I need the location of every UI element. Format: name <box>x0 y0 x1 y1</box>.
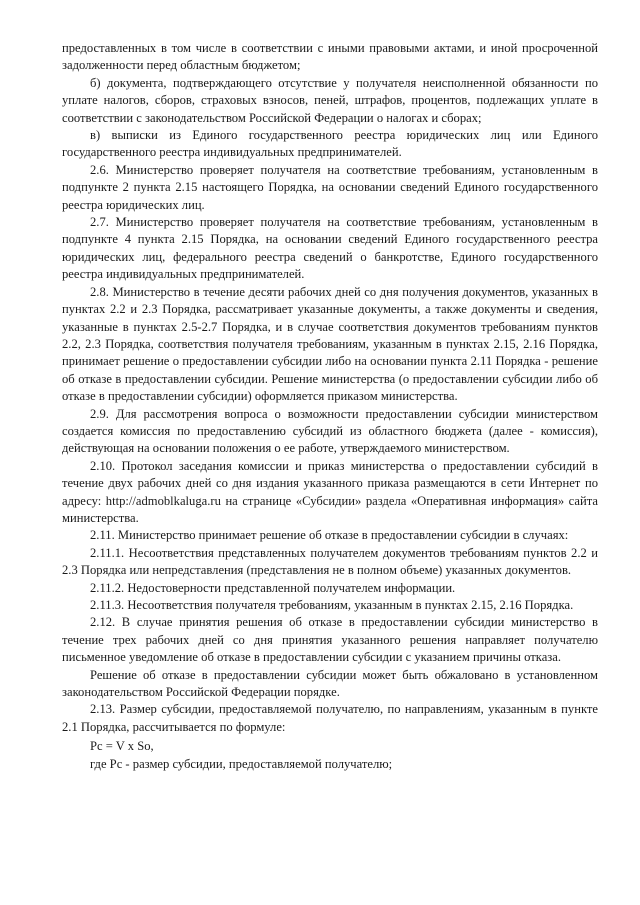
paragraph-item-v: в) выписки из Единого государственного реестра юридических лиц или Единого государственного реестра индивидуальных предпринимателей. <box>62 128 598 160</box>
paragraph-item-b: б) документа, подтверждающего отсутствие у получателя неисполненной обязанности по уплате налогов, сборов, страховых взносов, пеней, штрафов, процентов, подлежащих уплате в соответствии с законодательством Российской Федерации о налогах и сборах; <box>62 75 598 125</box>
subsidy-formula: Pc = V x So, <box>90 739 154 754</box>
paragraph-2-11-1: 2.11.1. Несоответствия представленных получателем документов требованиям пунктов 2.2 и 2.3 Порядка или непредставления (представления не в полном объеме) указанных документов. <box>62 545 598 578</box>
paragraph-2-11-3: 2.11.3. Несоответствия получателя требованиям, указанным в пунктах 2.15, 2.16 Порядка. <box>90 598 574 612</box>
paragraph-2-12: 2.12. В случае принятия решения об отказе в предоставлении субсидии министерство в течение трех рабочих дней со дня принятия указанного решения направляет получателю письменное уведомление об отказе в предоставлении субсидии с указанием причины отказа. <box>62 615 598 665</box>
paragraph-2-7: 2.7. Министерство проверяет получателя на соответствие требованиям, установленным в подпункте 4 пункта 2.15 Порядка, на основании сведений Единого государственного реестра юридических лиц, федерального реестра сведений о банкротстве, Единого государственного реестра индивидуальных предпринимателей. <box>62 215 598 282</box>
paragraph-2-9: 2.9. Для рассмотрения вопроса о возможности предоставлении субсидии министерством создается комиссия по предоставлению субсидий из областного бюджета (далее - комиссия), действующая на основании положения о ее работе, утверждаемого министерством. <box>62 406 598 456</box>
paragraph-appeal: Решение об отказе в предоставлении субсидии может быть обжаловано в установленном законодательством Российской Федерации порядке. <box>62 667 598 700</box>
paragraph-2-8: 2.8. Министерство в течение десяти рабочих дней со дня получения документов, указанных в пунктах 2.2 и 2.3 Порядка, рассматривает указанные документы, а также документы и сведения, указанные в пунктах 2.5-2.7 Порядка, и в случае соответствия документов требованиям пунктов 2.2, 2.3 Порядка, соответствия получателя требованиям, указанным в пунктах 2.15, 2.16 Порядка, принимает решение о предоставлении субсидии либо на основании пункта 2.11 Порядка - решение об отказе в предоставлении субсидии. Решение министерства (о предоставлении субсидии либо об отказе в предоставлении субсидии) оформляется приказом министерства. <box>62 284 598 404</box>
paragraph-2-11: 2.11. Министерство принимает решение об отказе в предоставлении субсидии в случаях: <box>90 528 569 543</box>
paragraph-2-6: 2.6. Министерство проверяет получателя на соответствие требованиям, установленным в подпункте 2 пункта 2.15 настоящего Порядка, на основании сведений Единого государственного реестра юридических лиц. <box>62 162 598 212</box>
paragraph-2-11-2: 2.11.2. Недостоверности представленной получателем информации. <box>90 580 456 595</box>
formula-definition: где Pc - размер субсидии, предоставляемой получателю; <box>90 756 393 771</box>
paragraph-2-10: 2.10. Протокол заседания комиссии и приказ министерства о предоставлении субсидий в течение двух рабочих дней со дня издания указанного приказа размещаются в сети Интернет по адресу: http://admoblkaluga.ru на странице «Субсидии» раздела «Оперативная информация» сайта министерства. <box>62 458 598 525</box>
document-body <box>62 40 598 773</box>
paragraph-continuation: предоставленных в том числе в соответствии с иными правовыми актами, и иной просроченной задолженности перед областным бюджетом; <box>62 41 598 73</box>
paragraph-2-13: 2.13. Размер субсидии, предоставляемой получателю, по направлениям, указанным в пункте 2.1 Порядка, рассчитывается по формуле: <box>62 702 598 734</box>
